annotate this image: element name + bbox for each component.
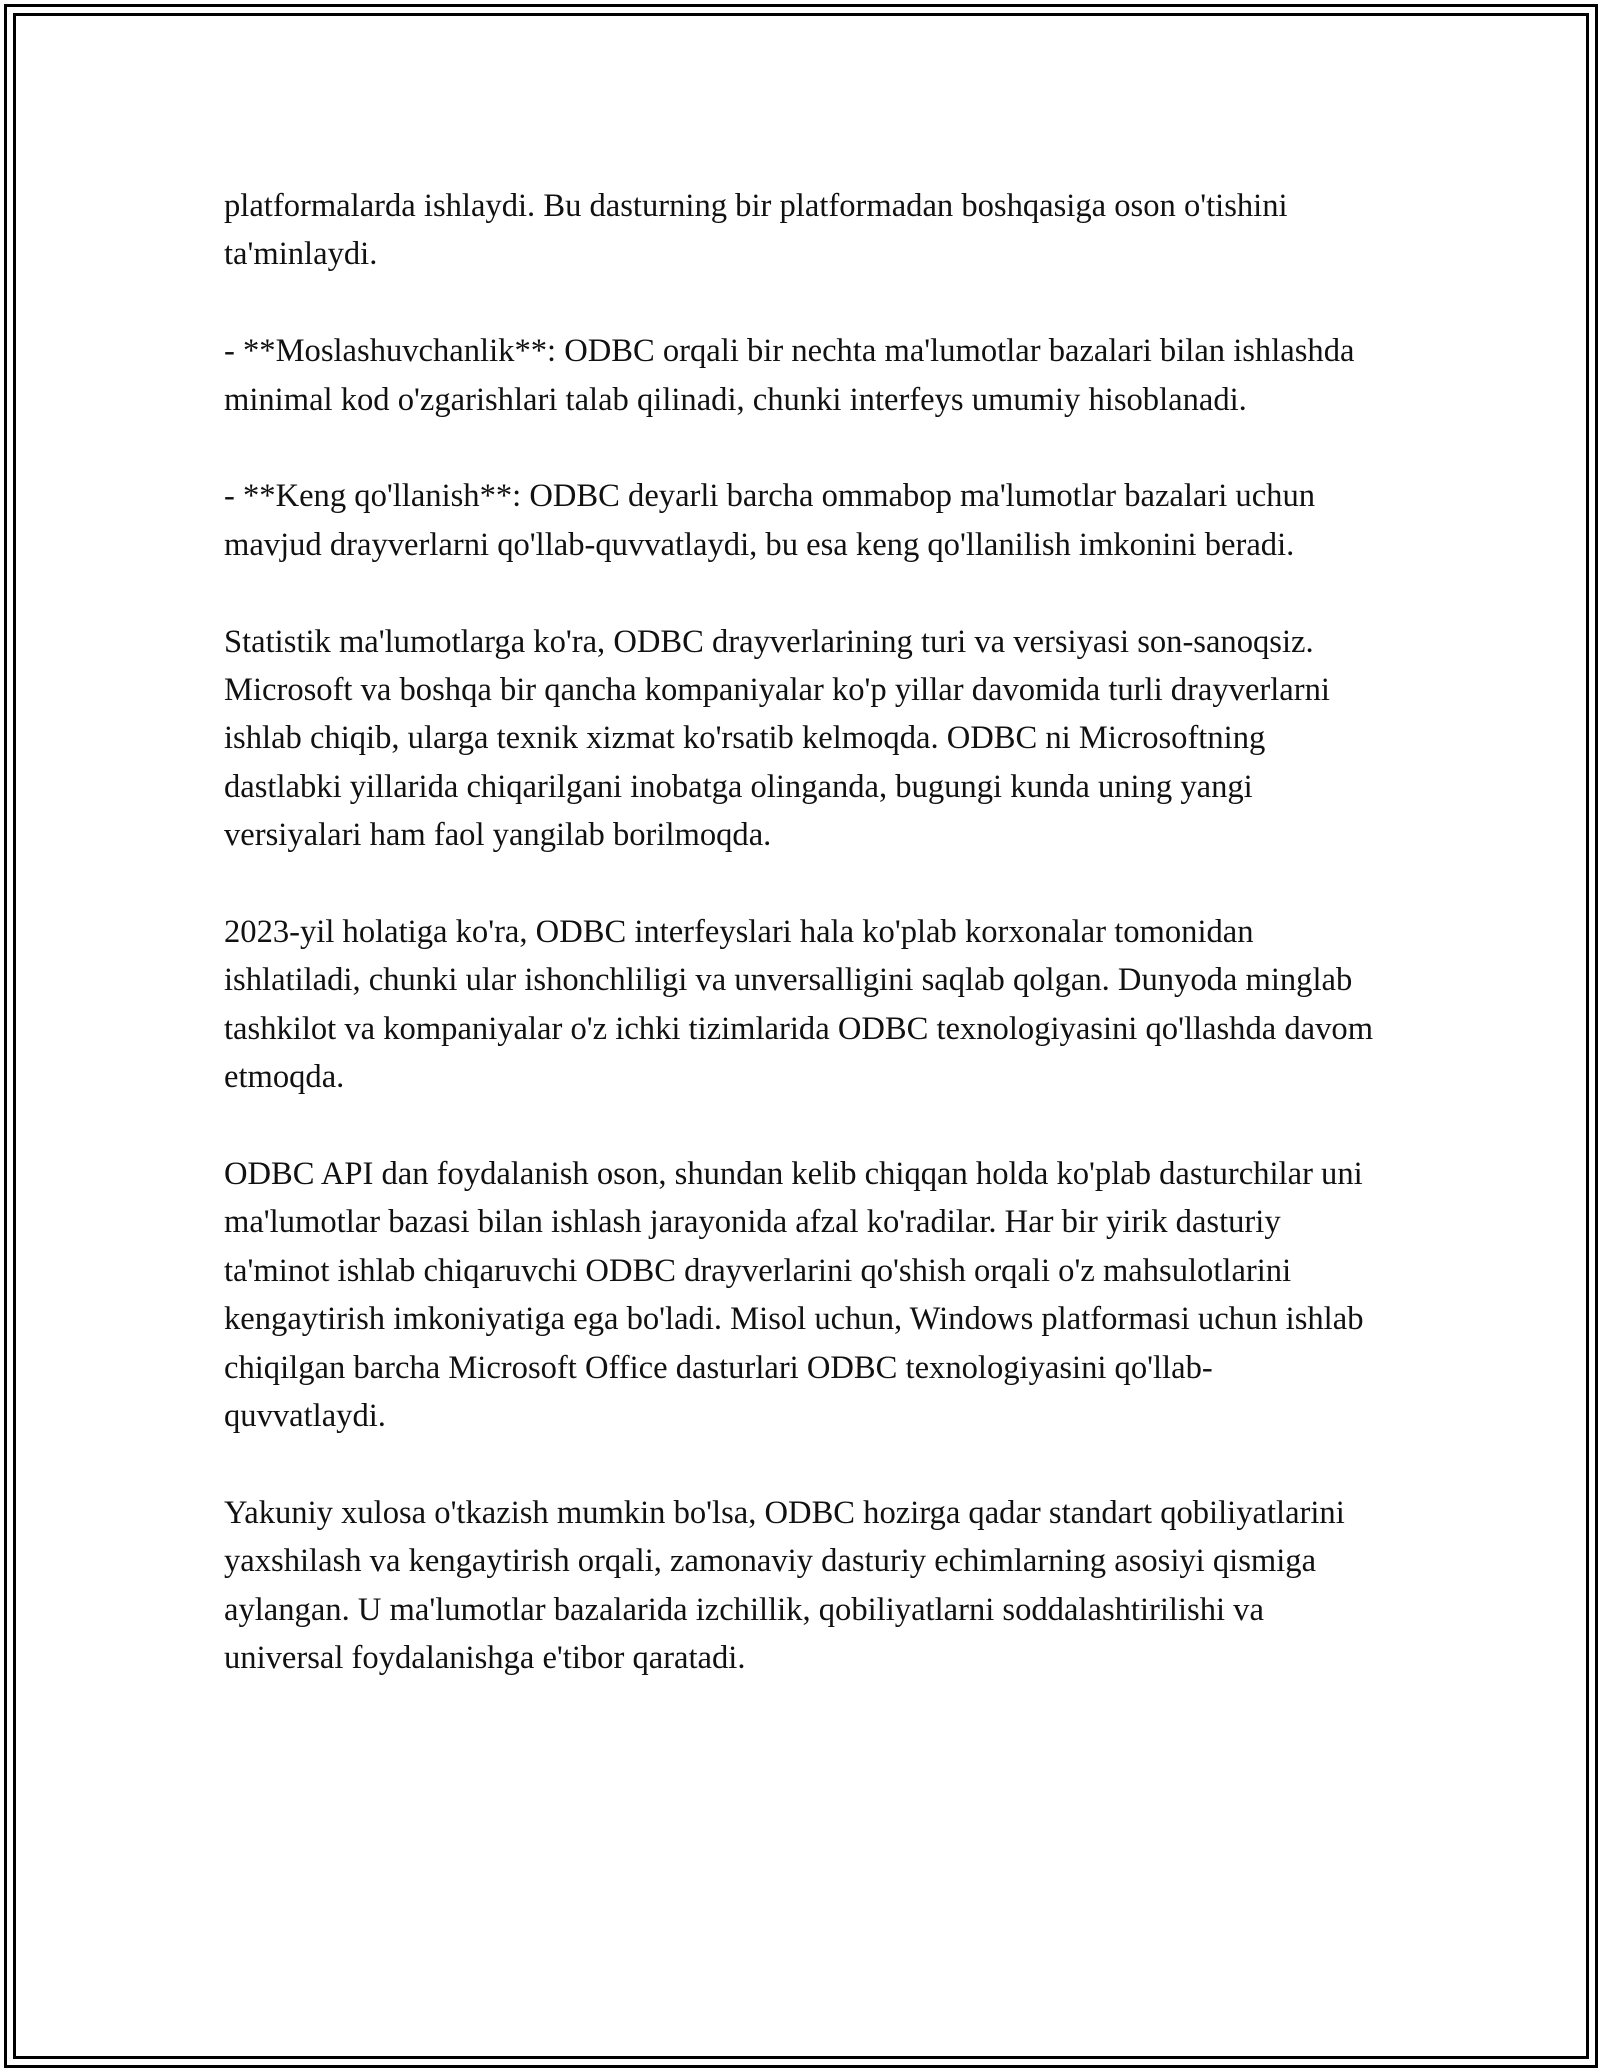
paragraph-odbc-api: ODBC API dan foydalanish oson, shundan kelib chiqqan holda ko'plab dasturchilar uni ma'lumotlar bazasi bilan ishlash jarayonida afzal ko'radilar. Har bir yirik dasturiy ta'minot ishlab chiqaruvchi ODBC drayverlarini qo'shish orqali o'z mahsulotlarini kengaytirish imkoniyatiga ega bo'ladi. Misol uchun, Windows platformasi uchun ishlab chiqilgan barcha Microsoft Office dasturlari ODBC texnologiyasini qo'llab-quvvatlaydi. [224,1156,1364,1435]
paragraph-platform-continuation: platformalarda ishlaydi. Bu dasturning bir platformadan boshqasiga oson o'tishini ta'minlaydi. [224,188,1288,273]
paragraph-keng-qollanish: - **Keng qo'llanish**: ODBC deyarli barcha ommabop ma'lumotlar bazalari uchun mavjud drayverlarni qo'llab-quvvatlaydi, bu esa keng qo'llanilish imkonini beradi. [224,478,1316,563]
paragraph-2023-yil: 2023-yil holatiga ko'ra, ODBC interfeyslari hala ko'plab korxonalar tomonidan ishlatiladi, chunki ular ishonchliligi va unversalligini saqlab qolgan. Dunyoda minglab tashkilot va kompaniyalar o'z ichki tizimlarida ODBC texnologiyasini qo'llashda davom etmoqda. [224,914,1374,1096]
paragraph-yakuniy-xulosa: Yakuniy xulosa o'tkazish mumkin bo'lsa, ODBC hozirga qadar standart qobiliyatlarini yaxshilash va kengaytirish orqali, zamonaviy dasturiy echimlarning asosiyi qismiga aylangan. U ma'lumotlar bazalarida izchillik, qobiliyatlarni soddalashtirilishi va universal foydalanishga e'tibor qaratadi. [224,1494,1345,1677]
paragraph-moslashuvchanlik: - **Moslashuvchanlik**: ODBC orqali bir nechta ma'lumotlar bazalari bilan ishlashda minimal kod o'zgarishlari talab qilinadi, chunki interfeys umumiy hisoblanadi. [224,333,1355,418]
document-body [224,182,1374,1683]
paragraph-statistik: Statistik ma'lumotlarga ko'ra, ODBC drayverlarining turi va versiyasi son-sanoqsiz. Microsoft va boshqa bir qancha kompaniyalar ko'p yillar davomida turli drayverlarni ishlab chiqib, ularga texnik xizmat ko'rsatib kelmoqda. ODBC ni Microsoftning dastlabki yillarida chiqarilgani inobatga olinganda, bugungi kunda uning yangi versiyalari ham faol yangilab borilmoqda. [224,623,1330,854]
